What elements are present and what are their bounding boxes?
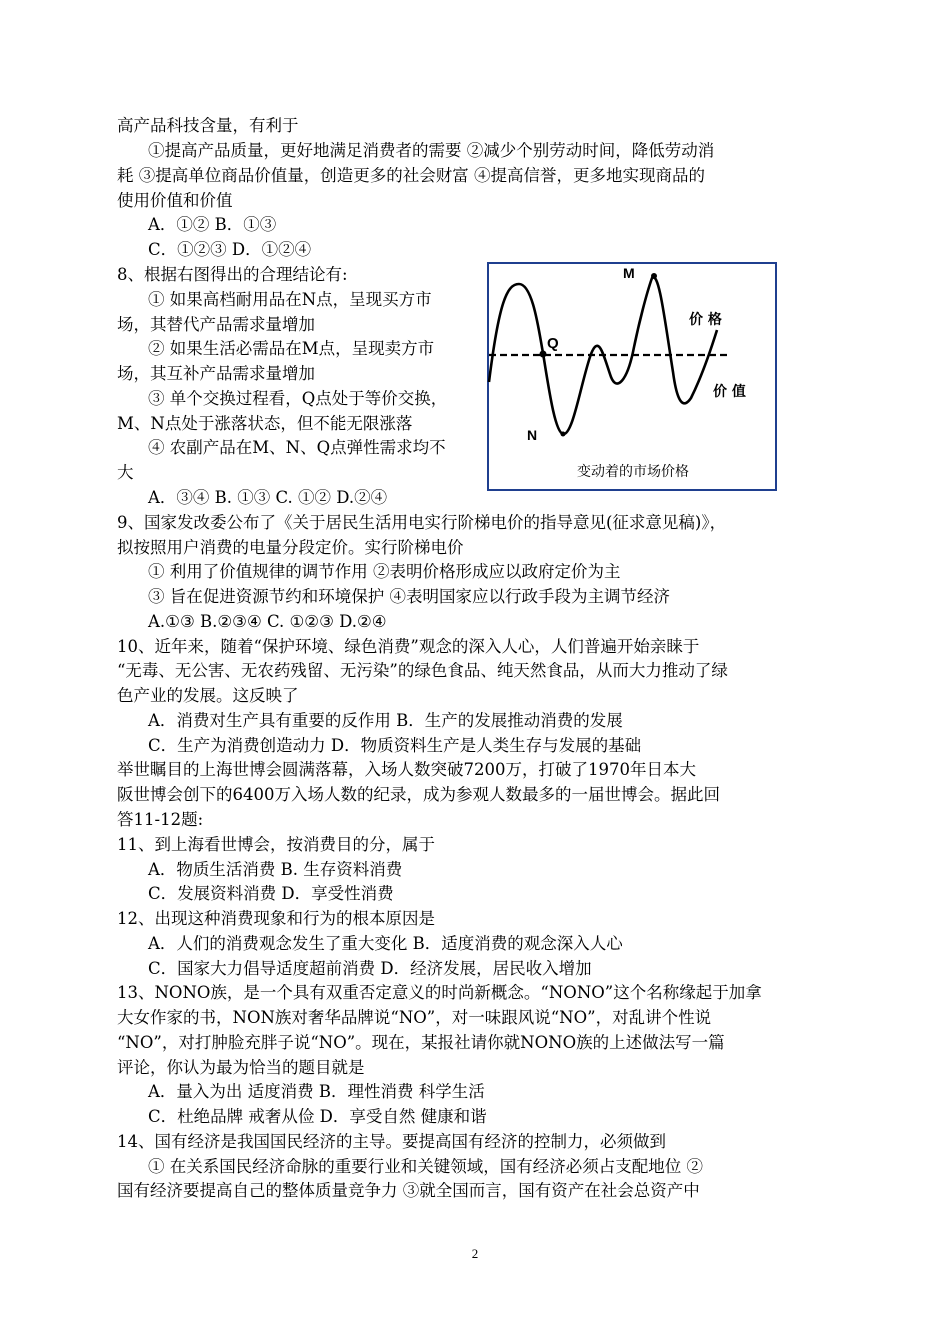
label-value: 价 值 bbox=[713, 384, 746, 400]
text-line: 场，其互补产品需求量增加 bbox=[117, 364, 315, 383]
text-line: 阪世博会创下的6400万入场人数的纪录，成为参观人数最多的一届世博会。据此回 bbox=[117, 785, 720, 804]
text-line: ①提高产品质量，更好地满足消费者的需要 ②减少个别劳动时间，降低劳动消 bbox=[148, 141, 715, 160]
text-line: ③ 旨在促进资源节约和环境保护 ④表明国家应以行政手段为主调节经济 bbox=[148, 587, 670, 606]
text-line: 9、国家发改委公布了《关于居民生活用电实行阶梯电价的指导意见(征求意见稿)》， bbox=[117, 513, 727, 532]
text-line: A.①③ B.②③④ C. ①②③ D.②④ bbox=[148, 612, 387, 631]
label-price: 价 格 bbox=[689, 312, 722, 328]
text-line: 场，其替代产品需求量增加 bbox=[117, 315, 315, 334]
text-line: 10、近年来，随着“保护环境、绿色消费”观念的深入人心，人们普遍开始亲睐于 bbox=[117, 637, 700, 656]
text-line: ① 如果高档耐用品在N点，呈现买方市 bbox=[148, 290, 432, 309]
figure-caption: 变动着的市场价格 bbox=[577, 464, 689, 480]
text-line: M、N点处于涨落状态，但不能无限涨落 bbox=[117, 414, 413, 433]
text-line: 使用价值和价值 bbox=[117, 191, 233, 210]
text-line: C．①②③ D．①②④ bbox=[148, 240, 312, 259]
point-n-marker bbox=[561, 432, 566, 437]
text-line: 色产业的发展。这反映了 bbox=[117, 686, 299, 705]
text-line: 拟按照用户消费的电量分段定价。实行阶梯电价 bbox=[117, 538, 464, 557]
text-line: 8、根据右图得出的合理结论有: bbox=[117, 265, 348, 284]
text-line: “无毒、无公害、无农药残留、无污染”的绿色食品、纯天然食品，从而大力推动了绿 bbox=[117, 661, 728, 680]
label-m: M bbox=[623, 265, 635, 281]
text-line: A．③④ B. ①③ C. ①② D.②④ bbox=[148, 488, 388, 507]
point-q-marker bbox=[540, 351, 547, 358]
page-number: 2 bbox=[471, 1246, 479, 1261]
text-line: A．量入为出 适度消费 B．理性消费 科学生活 bbox=[148, 1082, 485, 1101]
text-line: C．生产为消费创造动力 D．物质资料生产是人类生存与发展的基础 bbox=[148, 736, 642, 755]
text-line: ① 利用了价值规律的调节作用 ②表明价格形成应以政府定价为主 bbox=[148, 562, 621, 581]
text-line: 11、到上海看世博会，按消费目的分，属于 bbox=[117, 835, 435, 854]
text-line: 评论，你认为最为恰当的题目就是 bbox=[117, 1058, 365, 1077]
text-line: 14、国有经济是我国国民经济的主导。要提高国有经济的控制力，必须做到 bbox=[117, 1132, 666, 1151]
text-line: A．人们的消费观念发生了重大变化 B．适度消费的观念深入人心 bbox=[148, 934, 623, 953]
text-line: 13、NONO族，是一个具有双重否定意义的时尚新概念。“NONO”这个名称缘起于加拿 bbox=[117, 983, 762, 1002]
text-line: 答11-12题: bbox=[117, 810, 204, 829]
text-line: 12、出现这种消费现象和行为的根本原因是 bbox=[117, 909, 435, 928]
text-line: C．杜绝品牌 戒奢从俭 D．享受自然 健康和谐 bbox=[148, 1107, 487, 1126]
text-line: ④ 农副产品在M、N、Q点弹性需求均不 bbox=[148, 438, 446, 457]
market-price-figure bbox=[487, 262, 777, 491]
text-line: ③ 单个交换过程看，Q点处于等价交换， bbox=[148, 389, 448, 408]
text-line: 耗 ③提高单位商品价值量，创造更多的社会财富 ④提高信誉，更多地实现商品的 bbox=[117, 166, 705, 185]
text-line: A．消费对生产具有重要的反作用 B．生产的发展推动消费的发展 bbox=[148, 711, 623, 730]
text-line: 大女作家的书，NON族对奢华品牌说“NO”，对一味跟风说“NO”，对乱讲个性说 bbox=[117, 1008, 712, 1027]
point-m-marker bbox=[651, 273, 657, 279]
text-line: 举世瞩目的上海世博会圆满落幕，入场人数突破7200万，打破了1970年日本大 bbox=[117, 760, 696, 779]
text-line: 大 bbox=[117, 463, 134, 482]
text-line: ① 在关系国民经济命脉的重要行业和关键领域，国有经济必须占支配地位 ② bbox=[148, 1157, 703, 1176]
label-q: Q bbox=[547, 335, 559, 352]
text-line: ② 如果生活必需品在M点，呈现卖方市 bbox=[148, 339, 435, 358]
text-line: C．发展资料消费 D．享受性消费 bbox=[148, 884, 394, 903]
text-line: 国有经济要提高自己的整体质量竞争力 ③就全国而言，国有资产在社会总资产中 bbox=[117, 1181, 700, 1200]
text-line: A．①② B．①③ bbox=[148, 215, 277, 234]
label-n: N bbox=[527, 427, 538, 443]
text-line: “NO”，对打肿脸充胖子说“NO”。现在，某报社请你就NONO族的上述做法写一篇 bbox=[117, 1033, 725, 1052]
text-line: A．物质生活消费 B. 生存资料消费 bbox=[148, 860, 403, 879]
text-line: 高产品科技含量，有利于 bbox=[117, 116, 299, 135]
text-line: C．国家大力倡导适度超前消费 D．经济发展，居民收入增加 bbox=[148, 959, 592, 978]
